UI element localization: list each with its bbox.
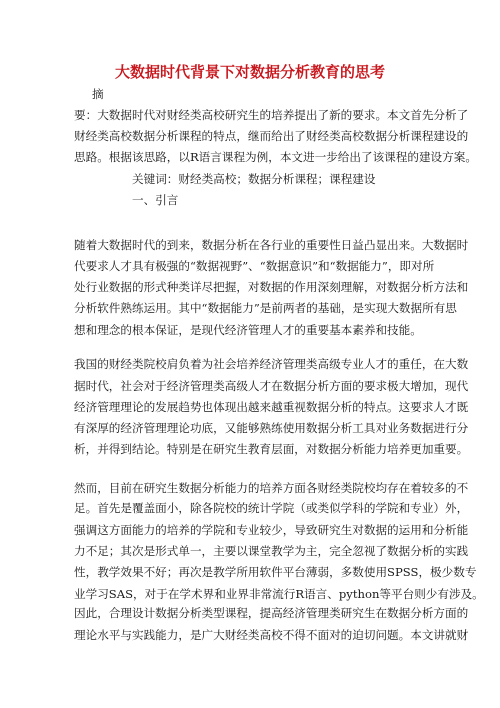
paragraph-line: 然而，目前在研究生数据分析能力的培养方面各财经类院校均存在着较多的不	[74, 481, 469, 495]
paragraph-line: 据时代，社会对于经济管理类高级人才在数据分析方面的要求极大增加，现代	[74, 379, 469, 393]
paragraph-line: 因此，合理设计数据分析类型课程，提高经济管理类研究生在数据分析方面的	[74, 606, 469, 620]
paragraph-line: 理论水平与实践能力，是广大财经类高校不得不面对的迫切问题。本文讲就财	[74, 628, 469, 642]
section-heading: 一、引言	[132, 193, 179, 207]
paragraph-line: 有深厚的经济管理理论功底，又能够熟练使用数据分析工具对业务数据进行分	[74, 421, 469, 435]
paragraph-line: 力不足；其次是形式单一，主要以课堂教学为主，完全忽视了数据分析的实践	[74, 544, 469, 558]
abstract-heading: 摘	[92, 87, 104, 101]
abstract-line: 财经类高校数据分析课程的特点，继而给出了财经类高校数据分析课程建设的	[74, 129, 469, 143]
paragraph-line: 业学习SAS，对于在学术界和业界非常流行R语言、python等平台则少有涉及。	[74, 587, 484, 601]
paragraph-line: 随着大数据时代的到来，数据分析在各行业的重要性日益凸显出来。大数据时	[74, 238, 469, 252]
paragraph-line: 代要求人才具有极强的“数据视野”、“数据意识”和“数据能力”，即对所	[74, 259, 435, 273]
keywords-line: 关键词：财经类高校；数据分析课程；课程建设	[132, 172, 376, 186]
paragraph-line: 处行业数据的形式种类详尽把握，对数据的作用深刻理解，对数据分析方法和	[74, 280, 469, 294]
abstract-line: 思路。根据该思路，以R语言课程为例，本文进一步给出了该课程的建设方案。	[74, 150, 477, 164]
paragraph-line: 析，并得到结论。特别是在研究生教育层面，对数据分析能力培养更加重要。	[74, 442, 469, 456]
paragraph-line: 想和理念的根本保证，是现代经济管理人才的重要基本素养和技能。	[74, 323, 422, 337]
paragraph-line: 我国的财经类院校肩负着为社会培养经济管理类高级专业人才的重任，在大数	[74, 357, 469, 371]
paragraph-line: 分析软件熟练运用。其中“数据能力”是前两者的基础，是实现大数据所有思	[74, 301, 457, 315]
paragraph-line: 经济管理理论的发展趋势也体现出越来越重视数据分析的特点。这要求人才既	[74, 400, 469, 414]
document-title: 大数据时代背景下对数据分析教育的思考	[114, 63, 385, 81]
paragraph-line: 足。首先是覆盖面小，除各院校的统计学院（或类似学科的学院和专业）外，	[74, 501, 469, 515]
paragraph-line: 性，教学效果不好；再次是教学所用软件平台薄弱，多数使用SPSS，极少数专	[74, 565, 477, 579]
paragraph-line: 强调这方面能力的培养的学院和专业较少，导致研究生对数据的运用和分析能	[74, 523, 469, 537]
abstract-line: 要：大数据时代对财经类高校研究生的培养提出了新的要求。本文首先分析了	[74, 108, 469, 122]
